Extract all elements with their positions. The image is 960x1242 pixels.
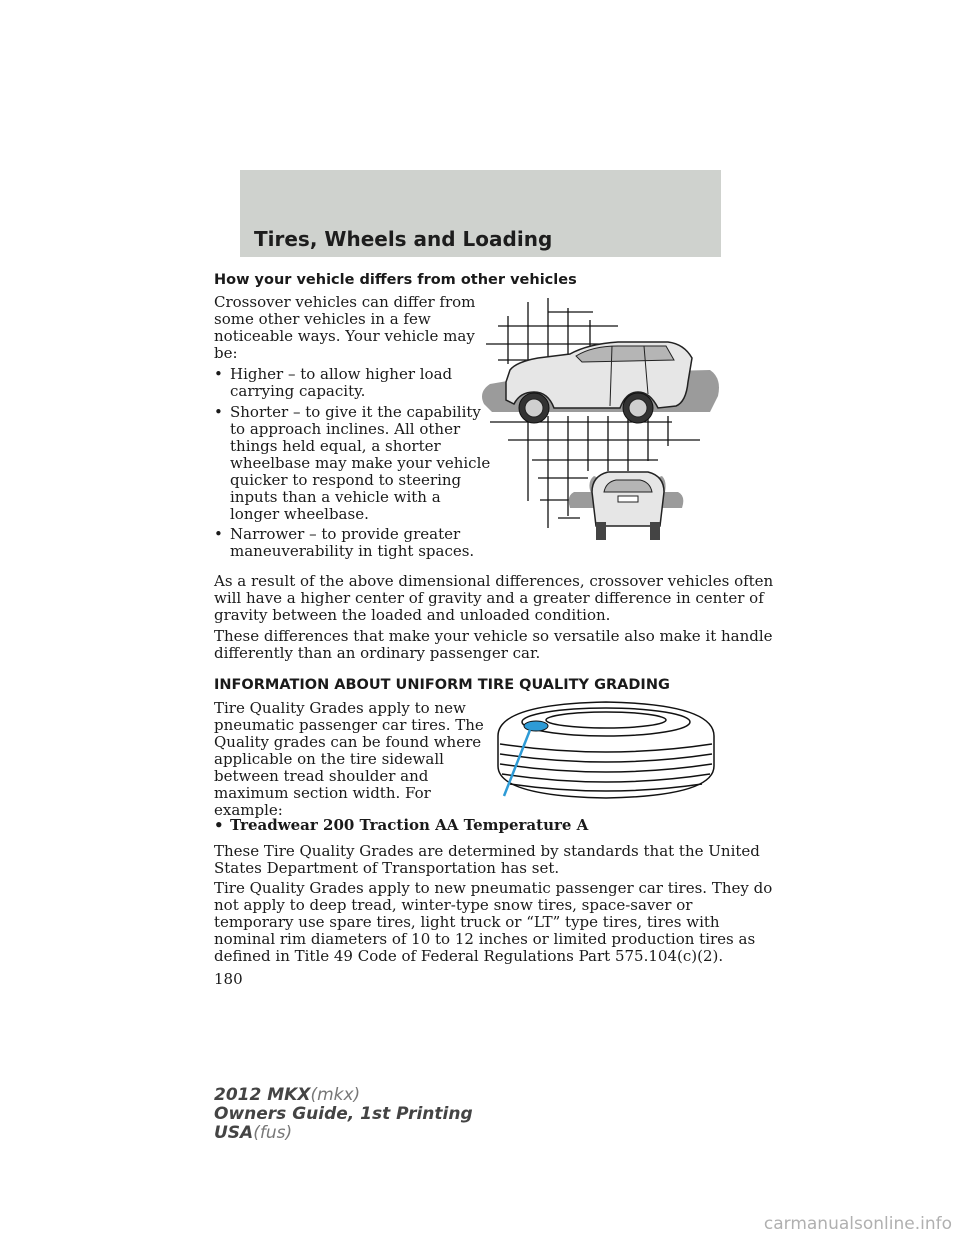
quality-grade-location-marker (524, 721, 548, 731)
bullet-dot: • (214, 525, 223, 543)
bullet-dot: • (214, 816, 224, 834)
watermark-link[interactable]: carmanualsonline.info (763, 1214, 952, 1234)
rear-view-car (569, 472, 684, 540)
section-heading-vehicle-differences: How your vehicle differs from other vehicles (214, 272, 577, 288)
bullet-dot: • (214, 365, 223, 383)
intro-paragraph: Crossover vehicles can differ from some other vehicles in a few noticeable ways. Your vehicle may be: (214, 293, 476, 362)
page-number: 180 (214, 970, 243, 988)
utqg-intro-paragraph: Tire Quality Grades apply to new pneumatic passenger car tires. The Quality grades can be found where applicable on the tire sidewall between tread shoulder and maximum section width. For example: (214, 699, 484, 819)
paragraph-exclusions: Tire Quality Grades apply to new pneumatic passenger car tires. They do not apply to deep tread, winter-type snow tires, space-saver or temporary use spare tires, light truck or “LT” type tires, tires with nominal rim diameters of 10 to 12 inches or limited production tires as defined in Title 49 Code of Federal Regulations Part 575.104(c)(2). (214, 879, 773, 965)
paragraph-center-of-gravity: As a result of the above dimensional differences, crossover vehicles often will have a higher center of gravity and a greater difference in center of gravity between the loaded and unloaded condition. (214, 572, 774, 624)
vehicle-dimensions-illustration (478, 296, 722, 544)
print-footer: 2012 MKX(mkx) Owners Guide, 1st Printing USA(fus) (214, 1085, 473, 1143)
section-heading-utqg: INFORMATION ABOUT UNIFORM TIRE QUALITY GRADING (214, 677, 670, 693)
paragraph-dot-standards: These Tire Quality Grades are determined by standards that the United States Department of Transportation has set. (214, 842, 760, 877)
section-header-bar (240, 170, 721, 257)
bullet-dot: • (214, 403, 223, 421)
section-title: Tires, Wheels and Loading (254, 227, 553, 251)
tire-sidewall-illustration (490, 696, 722, 800)
paragraph-handling: These differences that make your vehicle so versatile also make it handle differently than an ordinary passenger car. (214, 627, 773, 662)
